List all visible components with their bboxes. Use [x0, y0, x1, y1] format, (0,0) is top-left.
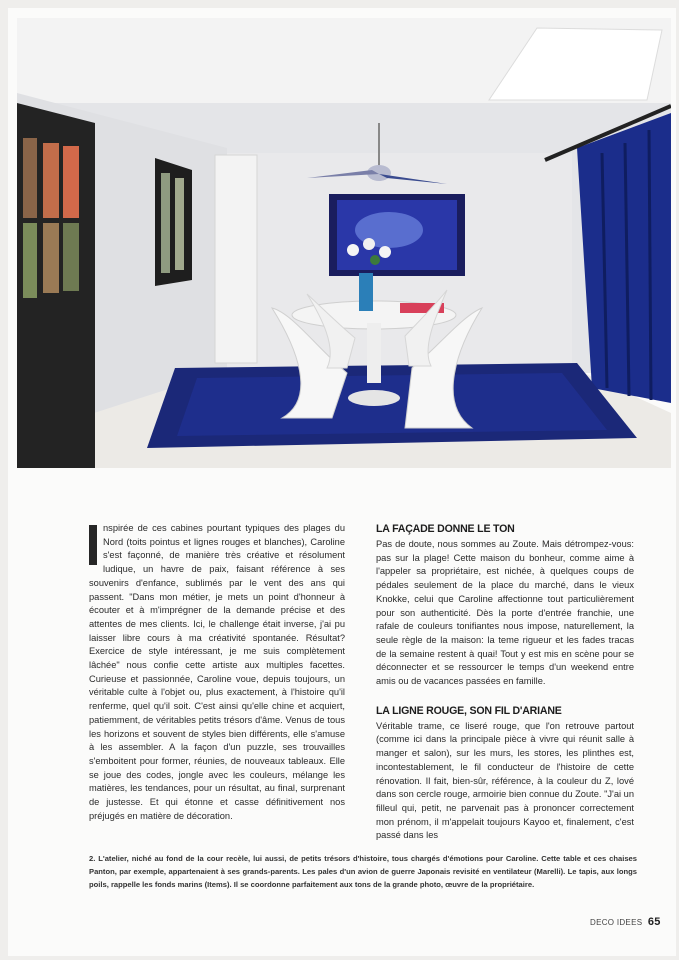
interior-photo [17, 18, 671, 468]
side-window [155, 158, 192, 286]
page-number: 65 [647, 916, 661, 928]
magazine-name: DECO IDEES [590, 918, 643, 927]
section-heading-ligne-rouge: LA LIGNE ROUGE, SON FIL D'ARIANE [376, 704, 562, 717]
column-1-text: nspirée de ces cabines pourtant typiques des plages du Nord (toits pointus et lignes rouges et blanches), Caroline s'est façonné, de manière très créative et résolument ludique, un havre de paix, faisant référence à ses souvenirs d'enfance, sublimés par le vent des ans qui passent. "Dans mon métier, je mets un point d'honneur à écouter et à m'imprégner de la demande précise et des attentes de mes clients. Ici, le challenge était inverse, j'ai pu laisser libre cours à ma créativité spontanée. Résultat? Exercice de style intéressant, je me suis complètement lâchée" nous confie cette artiste aux multiples facettes. Curieuse et passionnée, Caroline voue, depuis toujours, un véritable culte à l'objet ou, plus exactement, à l'histoire qu'il renferme, quel qu'il soit. C'est ainsi qu'elle chine et acquiert, patiemment, de véritables petits trésors d'âme. Venus de tous les horizons et souvent de styles bien différents, elle s'amuse à les assembler. A la façon d'un puzzle, ses trouvailles s'emboitent pour former, réunies, de nouveaux tableaux. Elle se joue des codes, jongle avec les couleurs, mélange les matières, les tendances, pour un résultat, au final, surprenant de justesse. Et qui étonne et casse définitivement nos préjugés en matière de décoration. [89, 523, 345, 821]
body-column-2 [376, 522, 634, 843]
body-column-1 [89, 522, 345, 823]
drop-cap-i [89, 525, 97, 565]
section-heading-facade: LA FAÇADE DONNE LE TON [376, 523, 515, 535]
photo-caption: 2. L'atelier, niché au fond de la cour recèle, lui aussi, de petits trésors d'histoire, tous chargés d'émotions pour Caroline. Cette table et ces chaises Panton, par exemple, appartenaient à ses grands-parents. Les pales d'un avion de guerre Japonais revisité en ventilateur (Marelli). Le tapis, aux longs poils, rappelle les fonds marins (Items). Il se coordonne parfaitement aux tons de la grande photo, œuvre de la propriétaire. [89, 854, 637, 889]
page-folio [590, 916, 661, 928]
blue-curtain [577, 113, 671, 403]
section-text-facade: Pas de doute, nous sommes au Zoute. Mais détrompez-vous: pas sur la plage! Cette maison du bonheur, comme aime à l'appeler sa propriétaire, est nichée, à quelques coups de pédales seulement de la place du marché, dans le vieux Knokke, celui que Caroline affectionne tout particulièrement pour son authenticité. Dès la porte d'entrée franchie, une rafale de couleurs tonifiantes nous impose, naturellement, la seule règle de la maison: la teme rigueur et les fades tracas de la semaine restent à quai! Tout y est mis en scène pour se déconnecter et se ressourcer le temps d'un weekend entre amis ou de vacances passées en famille. [376, 539, 634, 687]
section-text-ligne-rouge: Véritable trame, ce liseré rouge, que l'on retrouve partout (comme ici dans la principale pièce à vivre qui réunit salle à manger et salon), sur les murs, les stores, les plinthes est, incontestablement, le fil conducteur de l'histoire de cette rénovation. Il fait, bien-sûr, référence, à la couleur du Z, lové dans son cercle rouge, armoirie bien connue du Zoute. "J'ai un filleul qui, petit, ne parvenait pas à prononcer correctement mon prénom, il m'appelait toujours Kayoo et, finalement, c'est passé dans les [376, 720, 634, 841]
door [17, 103, 95, 468]
